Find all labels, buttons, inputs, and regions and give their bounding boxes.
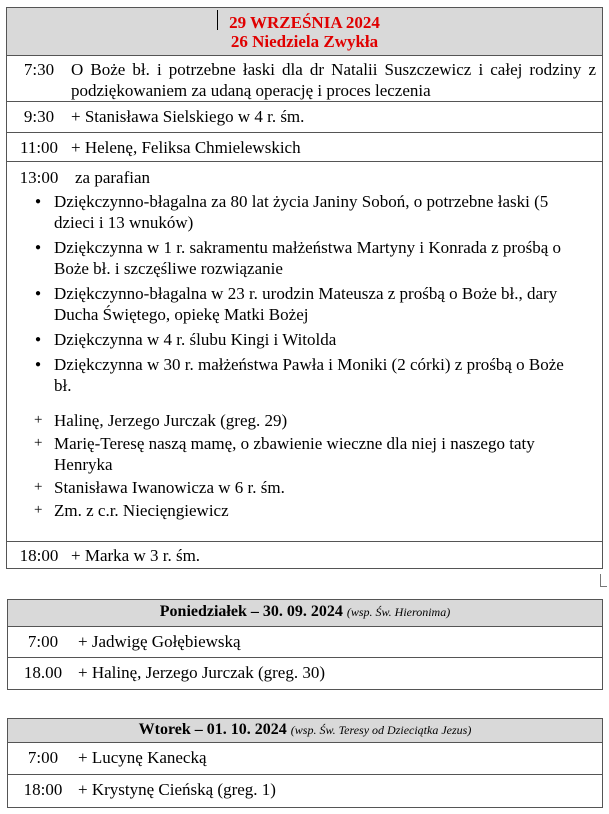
list-item: + Marię-Teresę naszą mamę, o zbawienie wieczne dla niej i naszego taty Henryka — [54, 433, 582, 475]
mass-time: 18:00 — [23, 780, 63, 799]
list-item: ● Dziękczynno-błagalna za 80 lat życia Janiny Soboń, o potrzebne łaski (5 dzieci i 13 wnuków) — [54, 191, 582, 233]
paragraph-mark-icon — [600, 574, 607, 587]
mass-intention: + Halinę, Jerzego Jurczak (greg. 30) — [78, 663, 326, 682]
monday-header — [8, 600, 602, 627]
mass-intention: + Helenę, Feliksa Chmielewskich — [71, 138, 301, 157]
thanksgiving-list — [7, 191, 582, 396]
mass-time: 13:00 — [19, 168, 59, 187]
mass-intention: + Lucynę Kanecką — [78, 748, 207, 767]
list-item: + Halinę, Jerzego Jurczak (greg. 29) — [54, 410, 582, 431]
day-title: Poniedziałek – 30. 09. 2024 — [159, 603, 343, 620]
sunday-schedule-table — [6, 7, 603, 569]
list-item: + Stanisława Iwanowicza w 6 r. śm. — [54, 477, 582, 498]
mass-row — [8, 658, 602, 689]
mass-time: 9:30 — [23, 107, 55, 126]
mass-row — [8, 775, 602, 807]
mass-intention: O Boże bł. i potrzebne łaski dla dr Natalii Suszczewicz i całej rodziny z podziękowaniem za udaną operację i proces leczenia — [71, 60, 596, 100]
day-note: (wsp. Św. Teresy od Dzieciątka Jezus) — [290, 723, 472, 737]
mass-intention: za parafian — [75, 168, 151, 187]
mass-intention: + Marka w 3 r. śm. — [71, 546, 201, 565]
sunday-header — [7, 8, 602, 56]
mass-intention: + Stanisława Sielskiego w 4 r. śm. — [71, 107, 305, 126]
mass-row-1800 — [7, 542, 602, 568]
tuesday-header — [8, 719, 602, 743]
day-note: (wsp. Św. Hieronima) — [346, 605, 451, 619]
day-title: Wtorek – 01. 10. 2024 — [138, 721, 287, 738]
mass-row-0930 — [7, 102, 602, 133]
list-item: ● Dziękczynna w 4 r. ślubu Kingi i Witolda — [54, 329, 582, 350]
memorial-list — [7, 410, 582, 521]
mass-row — [8, 743, 602, 775]
mass-time: 18.00 — [23, 663, 63, 682]
list-item: ● Dziękczynna w 1 r. sakramentu małżeństwa Martyny i Konrada z prośbą o Boże bł. i szczęśliwe rozwiązanie — [54, 237, 582, 279]
mass-intention: + Krystynę Cieńską (greg. 1) — [78, 780, 276, 799]
mass-row-0730 — [7, 56, 602, 102]
mass-row — [8, 627, 602, 658]
mass-row-1100 — [7, 133, 602, 162]
sunday-name: 26 Niedziela Zwykła — [230, 32, 379, 51]
text-cursor — [217, 10, 218, 30]
mass-time: 7:00 — [27, 632, 59, 651]
list-item: + Zm. z c.r. Niecięngiewicz — [54, 500, 582, 521]
mass-time: 7:30 — [23, 60, 55, 79]
mass-row-1300 — [7, 162, 602, 542]
sunday-date: 29 WRZEŚNIA 2024 — [229, 13, 380, 32]
mass-time: 11:00 — [19, 138, 59, 157]
tuesday-schedule-table — [7, 718, 603, 808]
list-item: ● Dziękczynna w 30 r. małżeństwa Pawła i Moniki (2 córki) z prośbą o Boże bł. — [54, 354, 582, 396]
mass-time: 18:00 — [19, 546, 59, 565]
mass-intention: + Jadwigę Gołębiewską — [78, 632, 241, 651]
list-item: ● Dziękczynno-błagalna w 23 r. urodzin Mateusza z prośbą o Boże bł., dary Ducha Świętego, opiekę Matki Bożej — [54, 283, 582, 325]
monday-schedule-table — [7, 599, 603, 690]
mass-time: 7:00 — [27, 748, 59, 767]
